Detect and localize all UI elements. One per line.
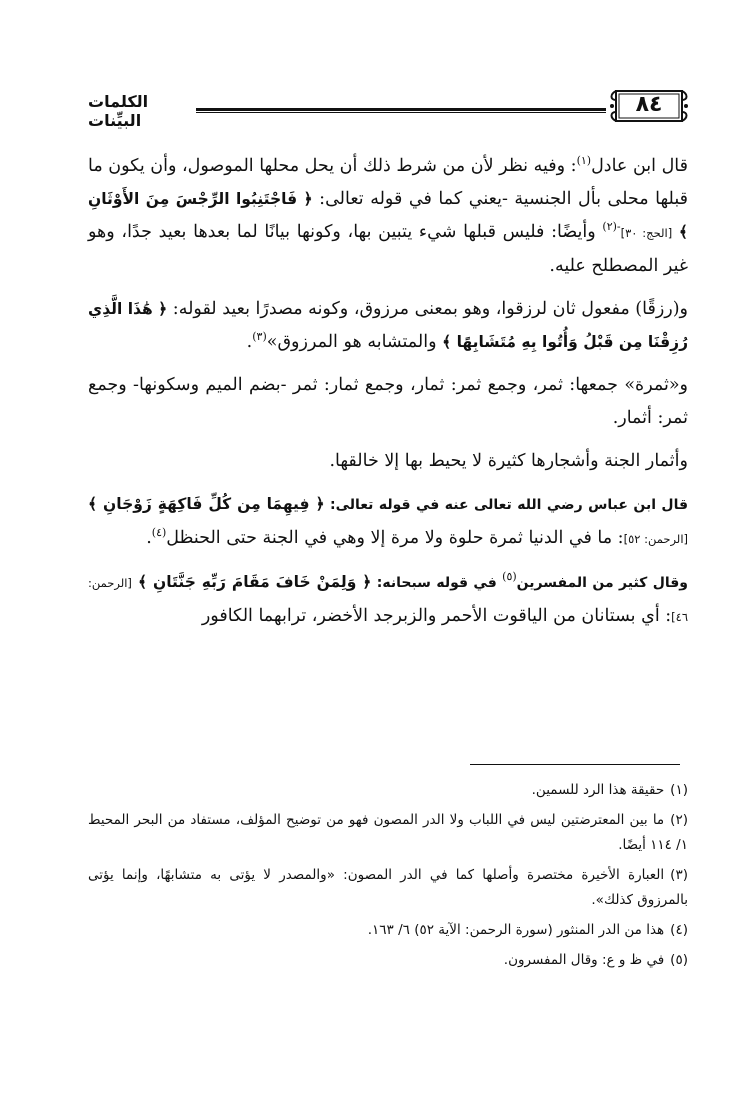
page-number: ٨٤ xyxy=(635,92,663,117)
footnote-marker-4: (٤) xyxy=(151,526,167,540)
footnote-text: ما بين المعترضتين ليس في اللباب ولا الدر المصون فهو من توضيح المؤلف، مستفاد من البحر المحيط ١/ ١١٤ أيضًا. xyxy=(88,812,688,853)
header-rule xyxy=(196,108,606,111)
paragraph-2-text-b: والمتشابه هو المرزوق» xyxy=(266,332,443,352)
footnote-marker-5: (٥) xyxy=(502,570,517,584)
footnote-marker-1: (١) xyxy=(576,154,592,168)
main-text xyxy=(88,150,688,634)
paragraph-4 xyxy=(88,445,688,478)
quran-quote-4: ﴿ وَلِمَنْ خَافَ مَقَامَ رَبِّهِ جَنَّتَانِ ﴾ xyxy=(138,573,372,591)
quran-ref-1: [الحج: ٣٠] xyxy=(620,226,673,240)
footnote-text: العبارة الأخيرة مختصرة وأصلها كما في الدر المصون: «والمصدر لا يؤتى به متشابهًا، وإنما يؤتى بالمرزوق كذلك». xyxy=(88,867,688,908)
footnote-number: (٥) xyxy=(670,952,688,968)
paragraph-5-intro: قال ابن عباس رضي الله تعالى عنه في قوله تعالى: xyxy=(324,497,689,513)
quran-ref-4: [الرحمن: ٤٦] xyxy=(88,576,688,624)
paragraph-5-text-a: : ما في الدنيا ثمرة حلوة ولا مرة إلا وهي في الجنة حتى الحنظل xyxy=(166,528,624,548)
footnote-2 xyxy=(88,808,688,858)
paragraph-1 xyxy=(88,150,688,283)
footnote-4 xyxy=(88,918,688,943)
paragraph-1-text-b: وأيضًا: فليس قبلها شيء يتبين بها، وكونها بيانًا لما بعدها بعيد جدًا، وهو غير المصطلح عليه. xyxy=(88,222,688,276)
paragraph-1-text-a: : وفيه نظر لأن من شرط ذلك أن يحل محلها الموصول، وأن يكون ما قبلها محلى بأل الجنسية -يعني كما في قوله تعالى: xyxy=(88,156,688,209)
footnote-number: (١) xyxy=(670,782,688,798)
paragraph-6-intro: وقال كثير من المفسرين xyxy=(516,575,688,591)
paragraph-2-text-c: . xyxy=(246,332,253,352)
footnotes xyxy=(88,778,688,978)
paragraph-6-intro-b: في قوله سبحانه: xyxy=(371,575,503,591)
footnote-marker-3: (٣) xyxy=(252,330,267,344)
footnote-number: (٣) xyxy=(670,867,688,883)
footnote-marker-2: -(٢) xyxy=(602,220,621,234)
footnote-number: (٤) xyxy=(670,922,688,938)
quran-quote-3: ﴿ فِيهِمَا مِن كُلِّ فَاكِهَةٍ زَوْجَانِ ﴾ xyxy=(88,495,325,513)
paragraph-4-text: وأثمار الجنة وأشجارها كثيرة لا يحيط بها إلا خالقها. xyxy=(329,451,688,471)
paragraph-2-text-a: و(رزقًا) مفعول ثان لرزقوا، وهو بمعنى مرزوق، وكونه مصدرًا بعيد لقوله: xyxy=(167,299,688,319)
paragraph-3-text: و«ثمرة» جمعها: ثمر، وجمع ثمر: ثمار، وجمع ثمار: ثمر -بضم الميم وسكونها- وجمع ثمر: أثمار. xyxy=(88,375,688,428)
page-header xyxy=(88,88,688,128)
footnote-text: حقيقة هذا الرد للسمين. xyxy=(531,782,665,798)
footnote-separator xyxy=(470,764,680,765)
running-title: الكلمات البيِّنات xyxy=(88,92,149,130)
paragraph-2 xyxy=(88,293,688,359)
footnote-1 xyxy=(88,778,688,803)
header-rule-thin xyxy=(196,112,606,113)
paragraph-6 xyxy=(88,566,688,634)
quran-quote-2: ﴿ هَٰذَا الَّذِي رُزِقْنَا مِن قَبْلُ وَأُتُوا بِهِ مُتَشَابِهًا ﴾ xyxy=(88,300,688,351)
paragraph-5-text-b: . xyxy=(146,528,152,548)
footnote-text: هذا من الدر المنثور (سورة الرحمن: الآية ٥٢) ٦/ ١٦٣. xyxy=(367,922,665,938)
paragraph-5 xyxy=(88,488,688,556)
paragraph-1-intro: قال ابن عادل xyxy=(591,156,688,176)
paragraph-3 xyxy=(88,369,688,435)
footnote-3 xyxy=(88,863,688,913)
footnote-number: (٢) xyxy=(670,812,688,828)
quran-quote-1: ﴿ فَاجْتَنِبُوا الرِّجْسَ مِنَ الأَوْثَانِ ﴾ xyxy=(88,190,688,241)
paragraph-6-text: : أي بستانان من الياقوت الأحمر والزبرجد الأخضر، ترابهما الكافور xyxy=(201,606,672,626)
footnote-5 xyxy=(88,948,688,973)
quran-ref-3: [الرحمن: ٥٢] xyxy=(623,532,688,546)
footnote-text: في ظ و ع: وقال المفسرون. xyxy=(503,952,665,968)
